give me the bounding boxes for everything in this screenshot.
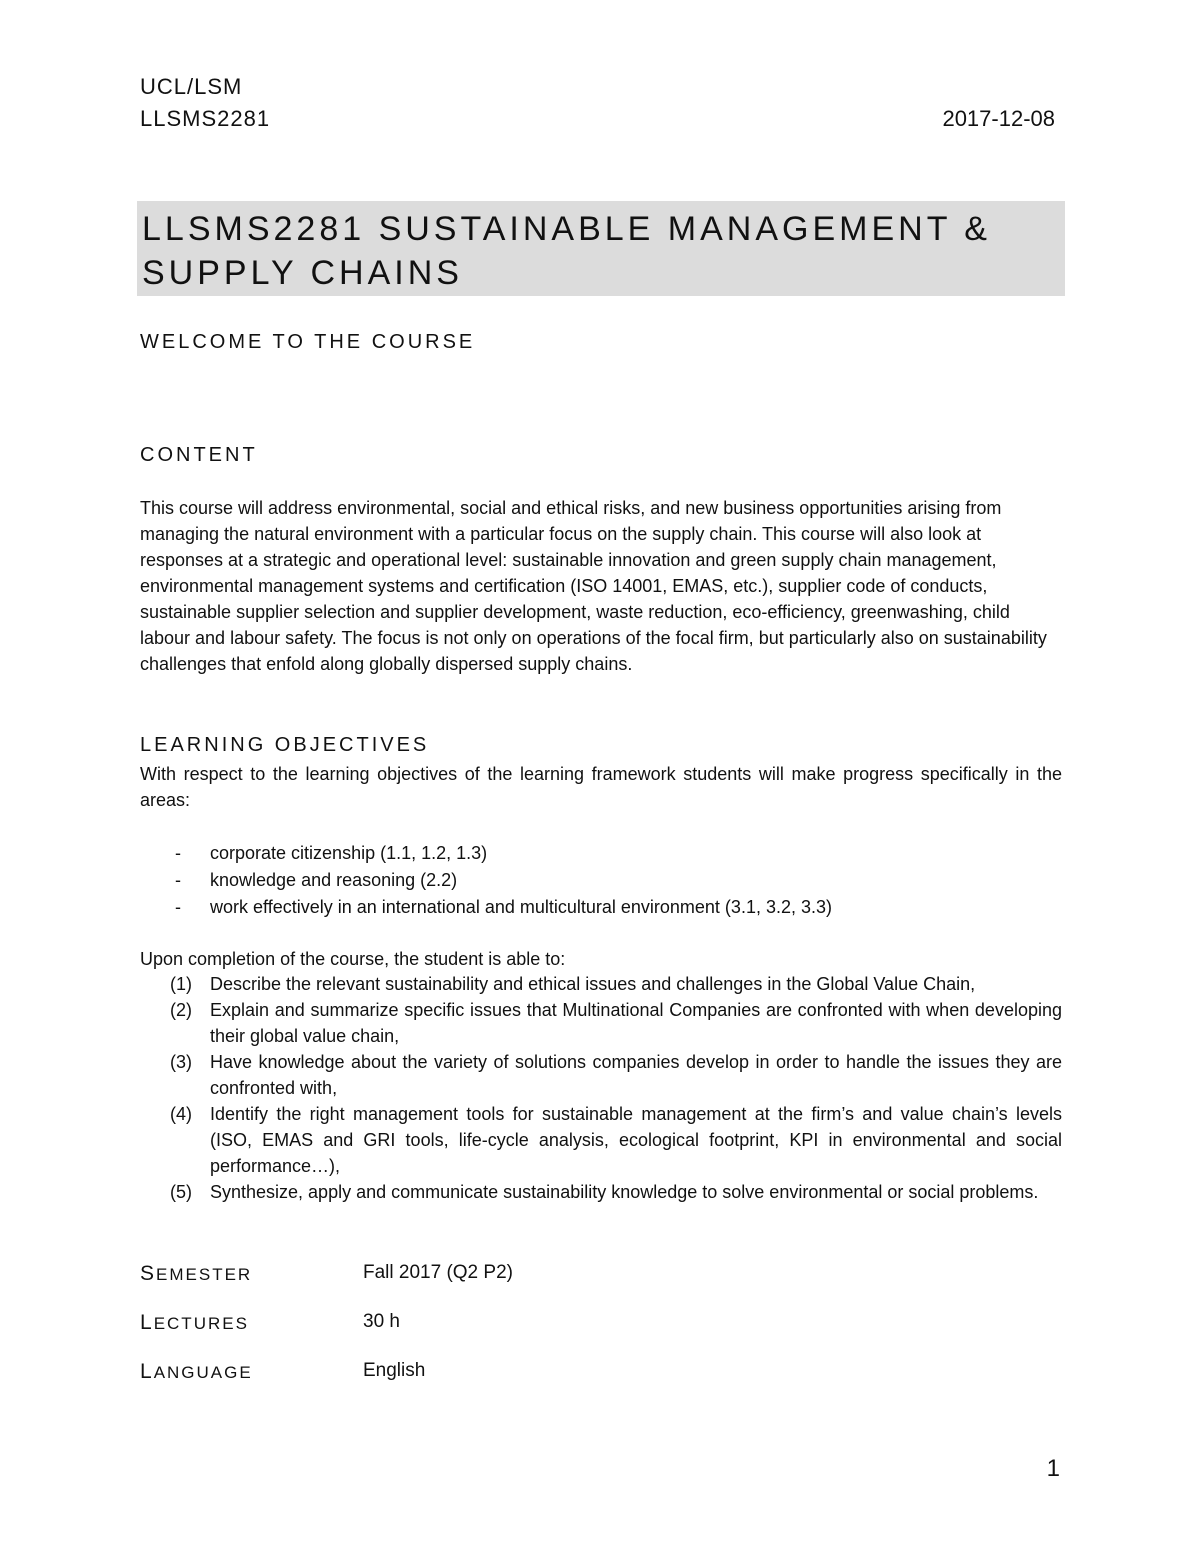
objectives-list [170, 971, 1062, 1205]
list-item: (4) Identify the right management tools for sustainable management at the firm’s and value chain’s levels (ISO, EMAS and GRI tools, life-cycle analysis, ecological footprint, KPI in environmental and social performance…), [170, 1104, 1062, 1176]
learning-intro: With respect to the learning objectives of the learning framework students will make progress specifically in the areas: [140, 764, 1062, 810]
list-item: (3) Have knowledge about the variety of solutions companies develop in order to handle the issues they are confronted with, [170, 1052, 1062, 1098]
header-date: 2017-12-08 [942, 106, 1055, 131]
list-item: - work effectively in an international and multicultural environment (3.1, 3.2, 3.3) [175, 897, 832, 917]
list-item: - knowledge and reasoning (2.2) [175, 870, 458, 890]
header-course-code: LLSMS2281 [140, 106, 271, 131]
lectures-value: 30 h [363, 1311, 400, 1332]
language-value: English [363, 1360, 426, 1381]
lectures-label: LECTURES [140, 1311, 249, 1334]
framework-areas-list [175, 840, 832, 921]
header-org: UCL/LSM [140, 74, 243, 99]
semester-value: Fall 2017 (Q2 P2) [363, 1262, 513, 1283]
list-item: (1) Describe the relevant sustainability and ethical issues and challenges in the Global Value Chain, [170, 974, 976, 994]
welcome-heading: WELCOME TO THE COURSE [140, 331, 476, 353]
page-title: LLSMS2281 SUSTAINABLE MANAGEMENT & SUPPLY CHAINS [142, 210, 991, 292]
semester-label: SEMESTER [140, 1262, 253, 1285]
list-item: (2) Explain and summarize specific issues that Multinational Companies are confronted with when developing their global value chain, [170, 1000, 1062, 1046]
list-item: (5) Synthesize, apply and communicate sustainability knowledge to solve environmental or social problems. [170, 1182, 1039, 1202]
content-heading: CONTENT [140, 444, 258, 466]
language-label: LANGUAGE [140, 1360, 253, 1383]
page-number: 1 [1046, 1455, 1060, 1482]
content-paragraph: This course will address environmental, social and ethical risks, and new business opportunities arising from managing the natural environment with a particular focus on the supply chain. This course will also look at responses at a strategic and operational level: sustainable innovation and green supply chain management, environmental management systems and certification (ISO 14001, EMAS, etc.), supplier code of conducts, sustainable supplier selection and supplier development, waste reduction, eco-efficiency, greenwashing, child labour and labour safety. The focus is not only on operations of the focal firm, but particularly also on sustainability challenges that enfold along globally dispersed supply chains. [140, 498, 1047, 674]
completion-intro: Upon completion of the course, the student is able to: [140, 949, 566, 969]
learning-objectives-heading: LEARNING OBJECTIVES [140, 734, 430, 756]
list-item: - corporate citizenship (1.1, 1.2, 1.3) [175, 843, 488, 863]
